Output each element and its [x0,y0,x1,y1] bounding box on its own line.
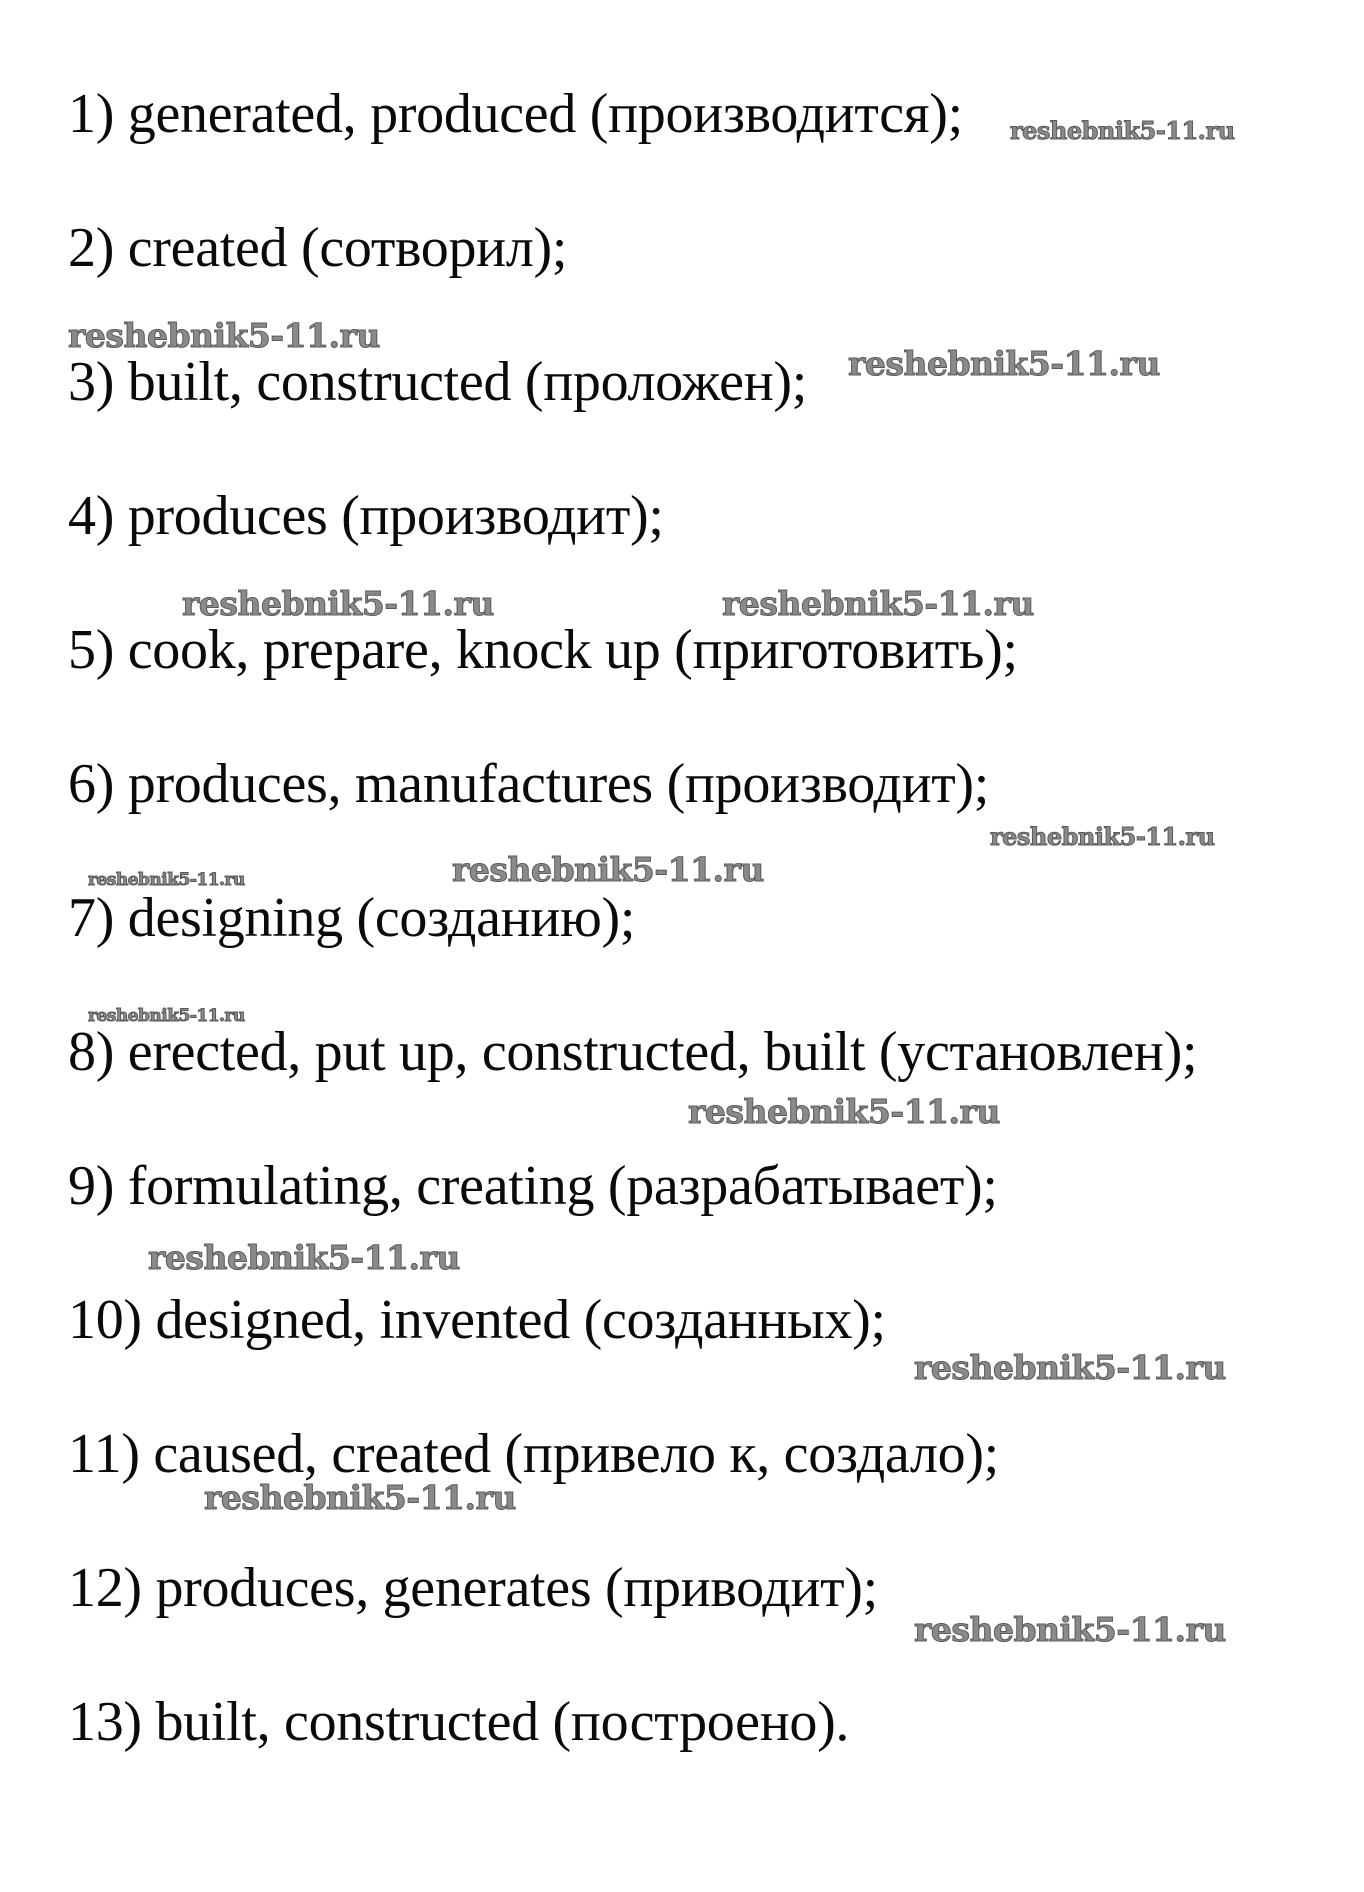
answer-line-12: 12) produces, generates (приводит); [68,1557,878,1619]
watermark: reshebnik5-11.ru [722,584,1034,623]
answer-line-7: 7) designing (созданию); [68,887,636,949]
answer-line-11: 11) caused, created (привело к, создало); [68,1423,999,1485]
watermark: reshebnik5-11.ru [88,1006,245,1026]
watermark: reshebnik5-11.ru [688,1092,1000,1131]
answer-line-3: 3) built, constructed (проложен); [68,351,807,413]
watermark: reshebnik5-11.ru [204,1478,516,1517]
answer-line-9: 9) formulating, creating (разрабатывает); [68,1155,998,1217]
watermark: reshebnik5-11.ru [148,1238,460,1277]
watermark: reshebnik5-11.ru [68,316,380,355]
watermark: reshebnik5-11.ru [452,850,764,889]
watermark: reshebnik5-11.ru [182,584,494,623]
answer-line-13: 13) built, constructed (построено). [68,1691,850,1753]
answer-line-1: 1) generated, produced (производится); [68,83,963,145]
watermark: reshebnik5-11.ru [914,1610,1226,1649]
watermark: reshebnik5-11.ru [990,822,1215,851]
answer-line-5: 5) cook, prepare, knock up (приготовить); [68,619,1018,681]
watermark: reshebnik5-11.ru [848,344,1160,383]
watermark: reshebnik5-11.ru [1010,116,1235,145]
watermark: reshebnik5-11.ru [88,870,245,890]
answer-line-4: 4) produces (производит); [68,485,664,547]
answer-line-6: 6) produces, manufactures (производит); [68,753,990,815]
answer-line-8: 8) erected, put up, constructed, built (установлен); [68,1021,1198,1083]
watermark: reshebnik5-11.ru [914,1348,1226,1387]
answer-line-2: 2) created (сотворил); [68,217,568,279]
answer-line-10: 10) designed, invented (созданных); [68,1289,886,1351]
